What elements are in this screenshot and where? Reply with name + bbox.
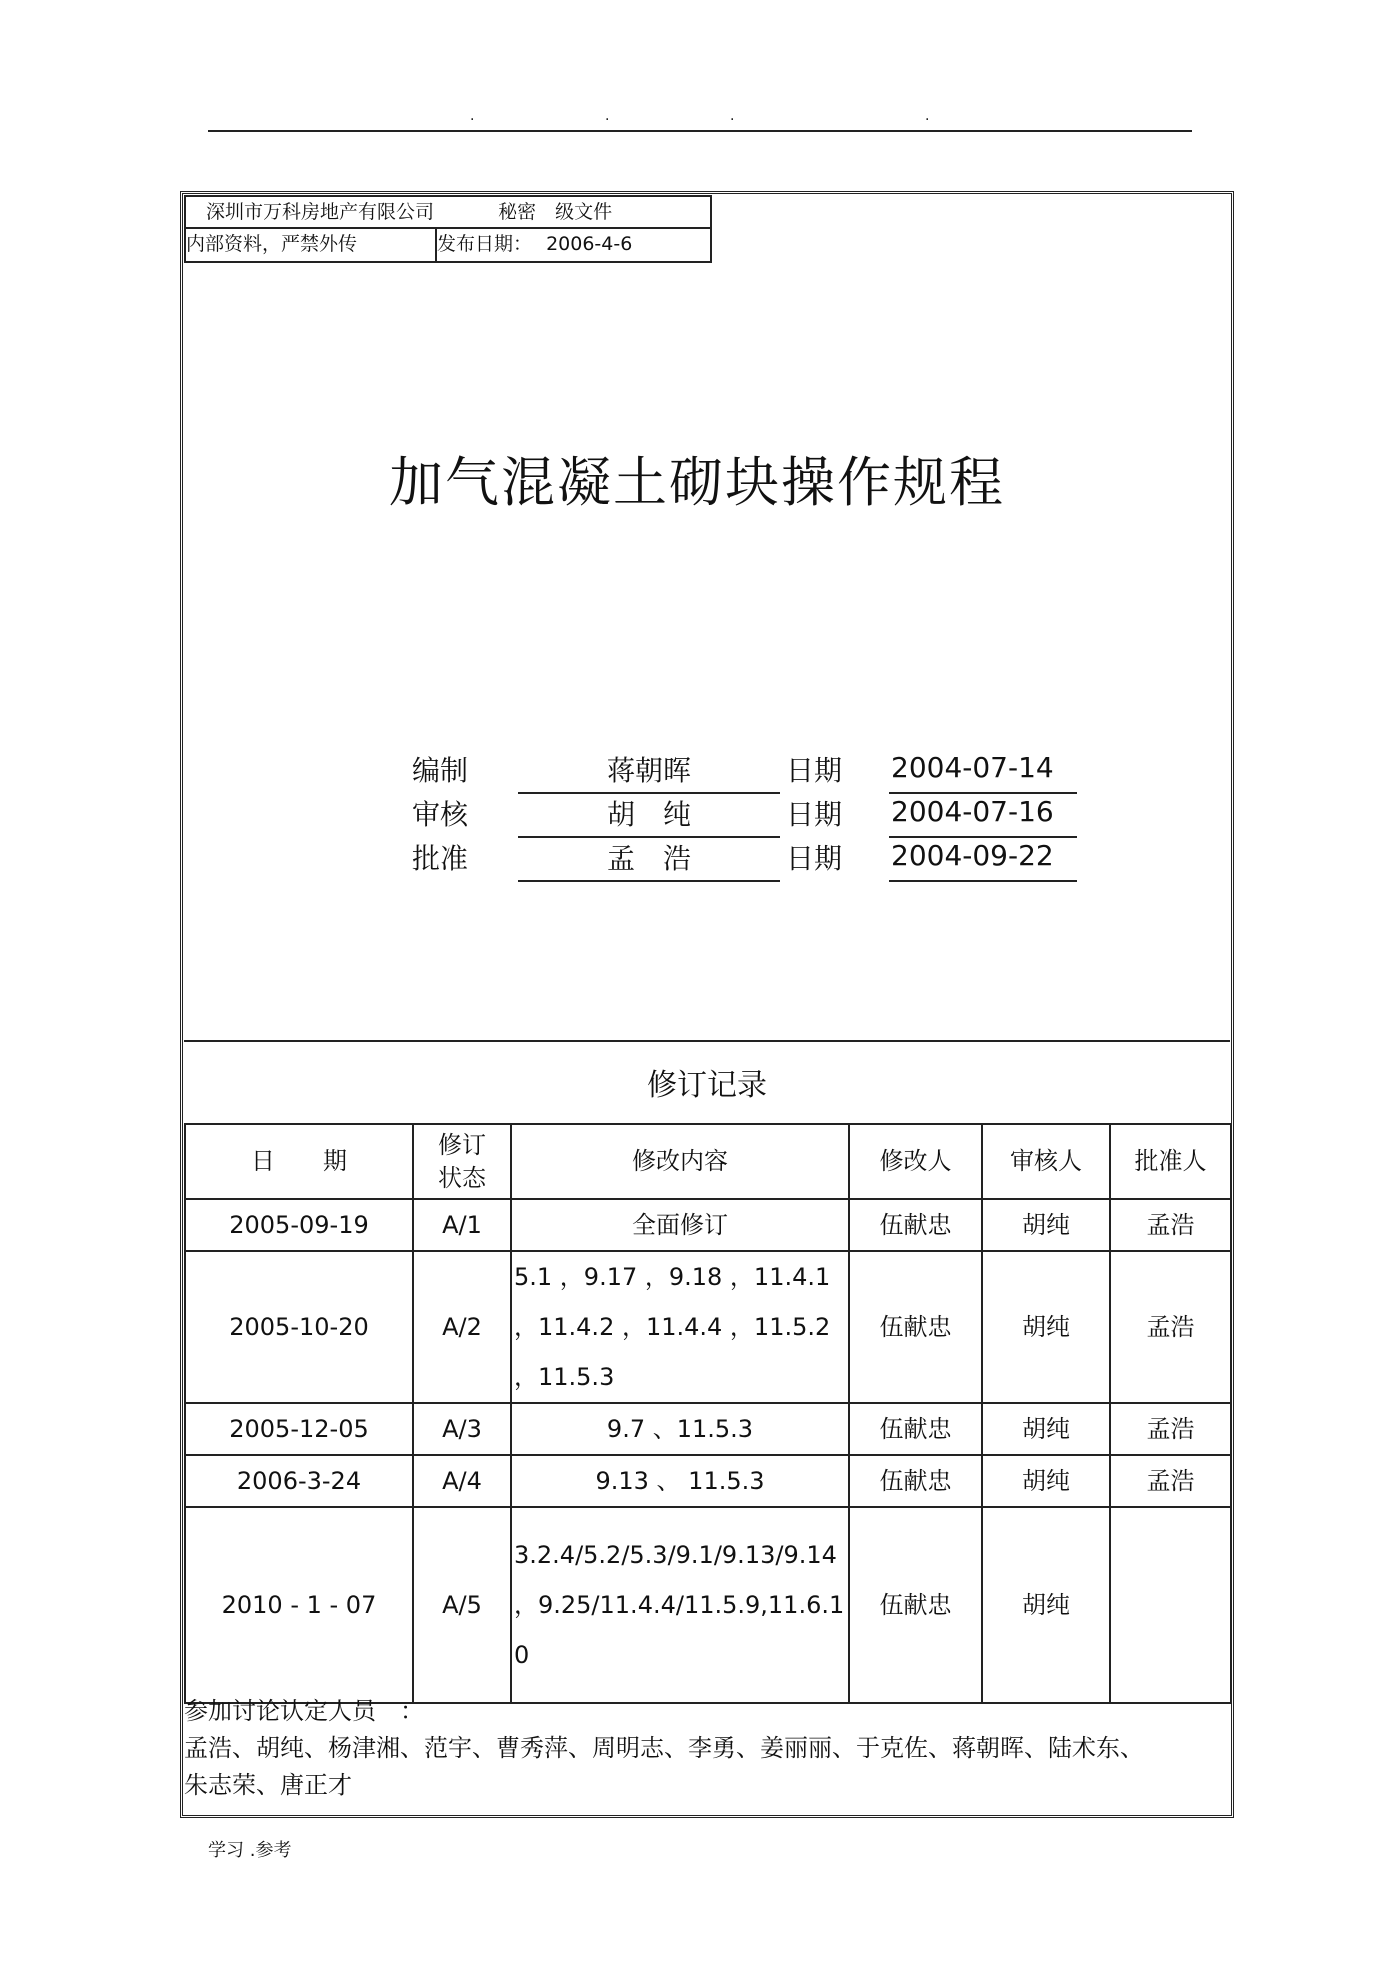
row-date: 2005-12-05	[185, 1403, 413, 1455]
internal-note: 内部资料，严禁外传	[186, 233, 358, 255]
signoff-name: 孟 浩	[606, 842, 691, 875]
header-dot: .	[605, 108, 610, 124]
revision-title: 修订记录	[647, 1068, 767, 1103]
row-reviewer: 胡纯	[982, 1403, 1110, 1455]
header-rule	[208, 130, 1192, 132]
header-status-label: 修订状态	[437, 1130, 486, 1192]
row-content: 9.13 、 11.5.3	[511, 1455, 849, 1507]
row-content: 3.2.4/5.2/5.3/9.1/9.13/9.14 ，9.25/11.4.4/11.5.9,11.6.10	[511, 1507, 849, 1703]
row-modifier: 伍献忠	[849, 1403, 982, 1455]
row-status: A/1	[413, 1199, 511, 1251]
publish-date-cell	[435, 227, 712, 263]
page-footer: 学习 .参考	[208, 1840, 292, 1861]
company-cell	[184, 195, 712, 229]
row-status: A/3	[413, 1403, 511, 1455]
row-reviewer: 胡纯	[982, 1455, 1110, 1507]
header-date: 日 期	[185, 1124, 413, 1199]
table-row	[185, 1199, 1231, 1251]
participants-names: 孟浩、胡纯、杨津湘、范宇、曹秀萍、周明志、李勇、姜丽丽、于克佐、蒋朝晖、陆术东、朱志荣、唐正才	[184, 1734, 1144, 1799]
participants-label: 参加讨论认定人员 ：	[184, 1697, 424, 1725]
participants-block	[184, 1693, 1230, 1804]
row-modifier: 伍献忠	[849, 1455, 982, 1507]
header-status	[413, 1124, 511, 1199]
signoff-name: 蒋朝晖	[606, 754, 691, 787]
internal-note-cell	[184, 227, 437, 263]
row-reviewer: 胡纯	[982, 1251, 1110, 1403]
header-dot: .	[470, 108, 475, 124]
row-content: 9.7 、11.5.3	[511, 1403, 849, 1455]
signoff-role: 编制	[412, 754, 469, 787]
header-dot: .	[730, 108, 735, 124]
row-status: A/5	[413, 1507, 511, 1703]
signoff-underline	[889, 880, 1077, 882]
header-dot: .	[925, 108, 930, 124]
row-approver: 孟浩	[1110, 1403, 1231, 1455]
signoff-date: 2004-07-14	[891, 751, 1054, 784]
header-approver: 批准人	[1110, 1124, 1231, 1199]
revision-header-row	[185, 1124, 1231, 1199]
signoff-date: 2004-07-16	[891, 795, 1054, 828]
signoff-underline	[889, 792, 1077, 794]
row-content: 全面修订	[511, 1199, 849, 1251]
table-row	[185, 1455, 1231, 1507]
row-date: 2006-3-24	[185, 1455, 413, 1507]
publish-date-label: 发布日期：	[437, 233, 533, 255]
signoff-role: 批准	[412, 842, 469, 875]
signoff-date-label: 日期	[786, 798, 843, 831]
row-content: 5.1 ，9.17 ，9.18 ，11.4.1 ，11.4.2 ，11.4.4 ，11.5.2 ，11.5.3	[511, 1251, 849, 1403]
row-status: A/4	[413, 1455, 511, 1507]
cover-section	[184, 195, 1230, 1042]
row-modifier: 伍献忠	[849, 1251, 982, 1403]
row-approver: 孟浩	[1110, 1251, 1231, 1403]
row-modifier: 伍献忠	[849, 1199, 982, 1251]
company-name: 深圳市万科房地产有限公司	[206, 201, 435, 223]
row-approver: 孟浩	[1110, 1199, 1231, 1251]
signoff-role: 审核	[412, 798, 469, 831]
table-row	[185, 1251, 1231, 1403]
header-reviewer: 审核人	[982, 1124, 1110, 1199]
row-modifier: 伍献忠	[849, 1507, 982, 1703]
signoff-underline	[518, 880, 780, 882]
signoff-date-label: 日期	[786, 754, 843, 787]
header-content: 修改内容	[511, 1124, 849, 1199]
document-title: 加气混凝土砌块操作规程	[389, 451, 1005, 514]
signoff-date-label: 日期	[786, 842, 843, 875]
signoff-name: 胡 纯	[606, 798, 691, 831]
signoff-date: 2004-09-22	[891, 839, 1054, 872]
row-approver: 孟浩	[1110, 1455, 1231, 1507]
table-row	[185, 1507, 1231, 1703]
row-date: 2005-09-19	[185, 1199, 413, 1251]
publish-date: 2006-4-6	[546, 233, 633, 255]
signoff-underline	[889, 836, 1077, 838]
row-date: 2010 - 1 - 07	[185, 1507, 413, 1703]
row-approver	[1110, 1507, 1231, 1703]
row-date: 2005-10-20	[185, 1251, 413, 1403]
row-reviewer: 胡纯	[982, 1507, 1110, 1703]
header-modifier: 修改人	[849, 1124, 982, 1199]
row-status: A/2	[413, 1251, 511, 1403]
row-reviewer: 胡纯	[982, 1199, 1110, 1251]
secret-level: 秘密 级文件	[498, 201, 613, 223]
table-row	[185, 1403, 1231, 1455]
revision-table	[184, 1123, 1232, 1704]
